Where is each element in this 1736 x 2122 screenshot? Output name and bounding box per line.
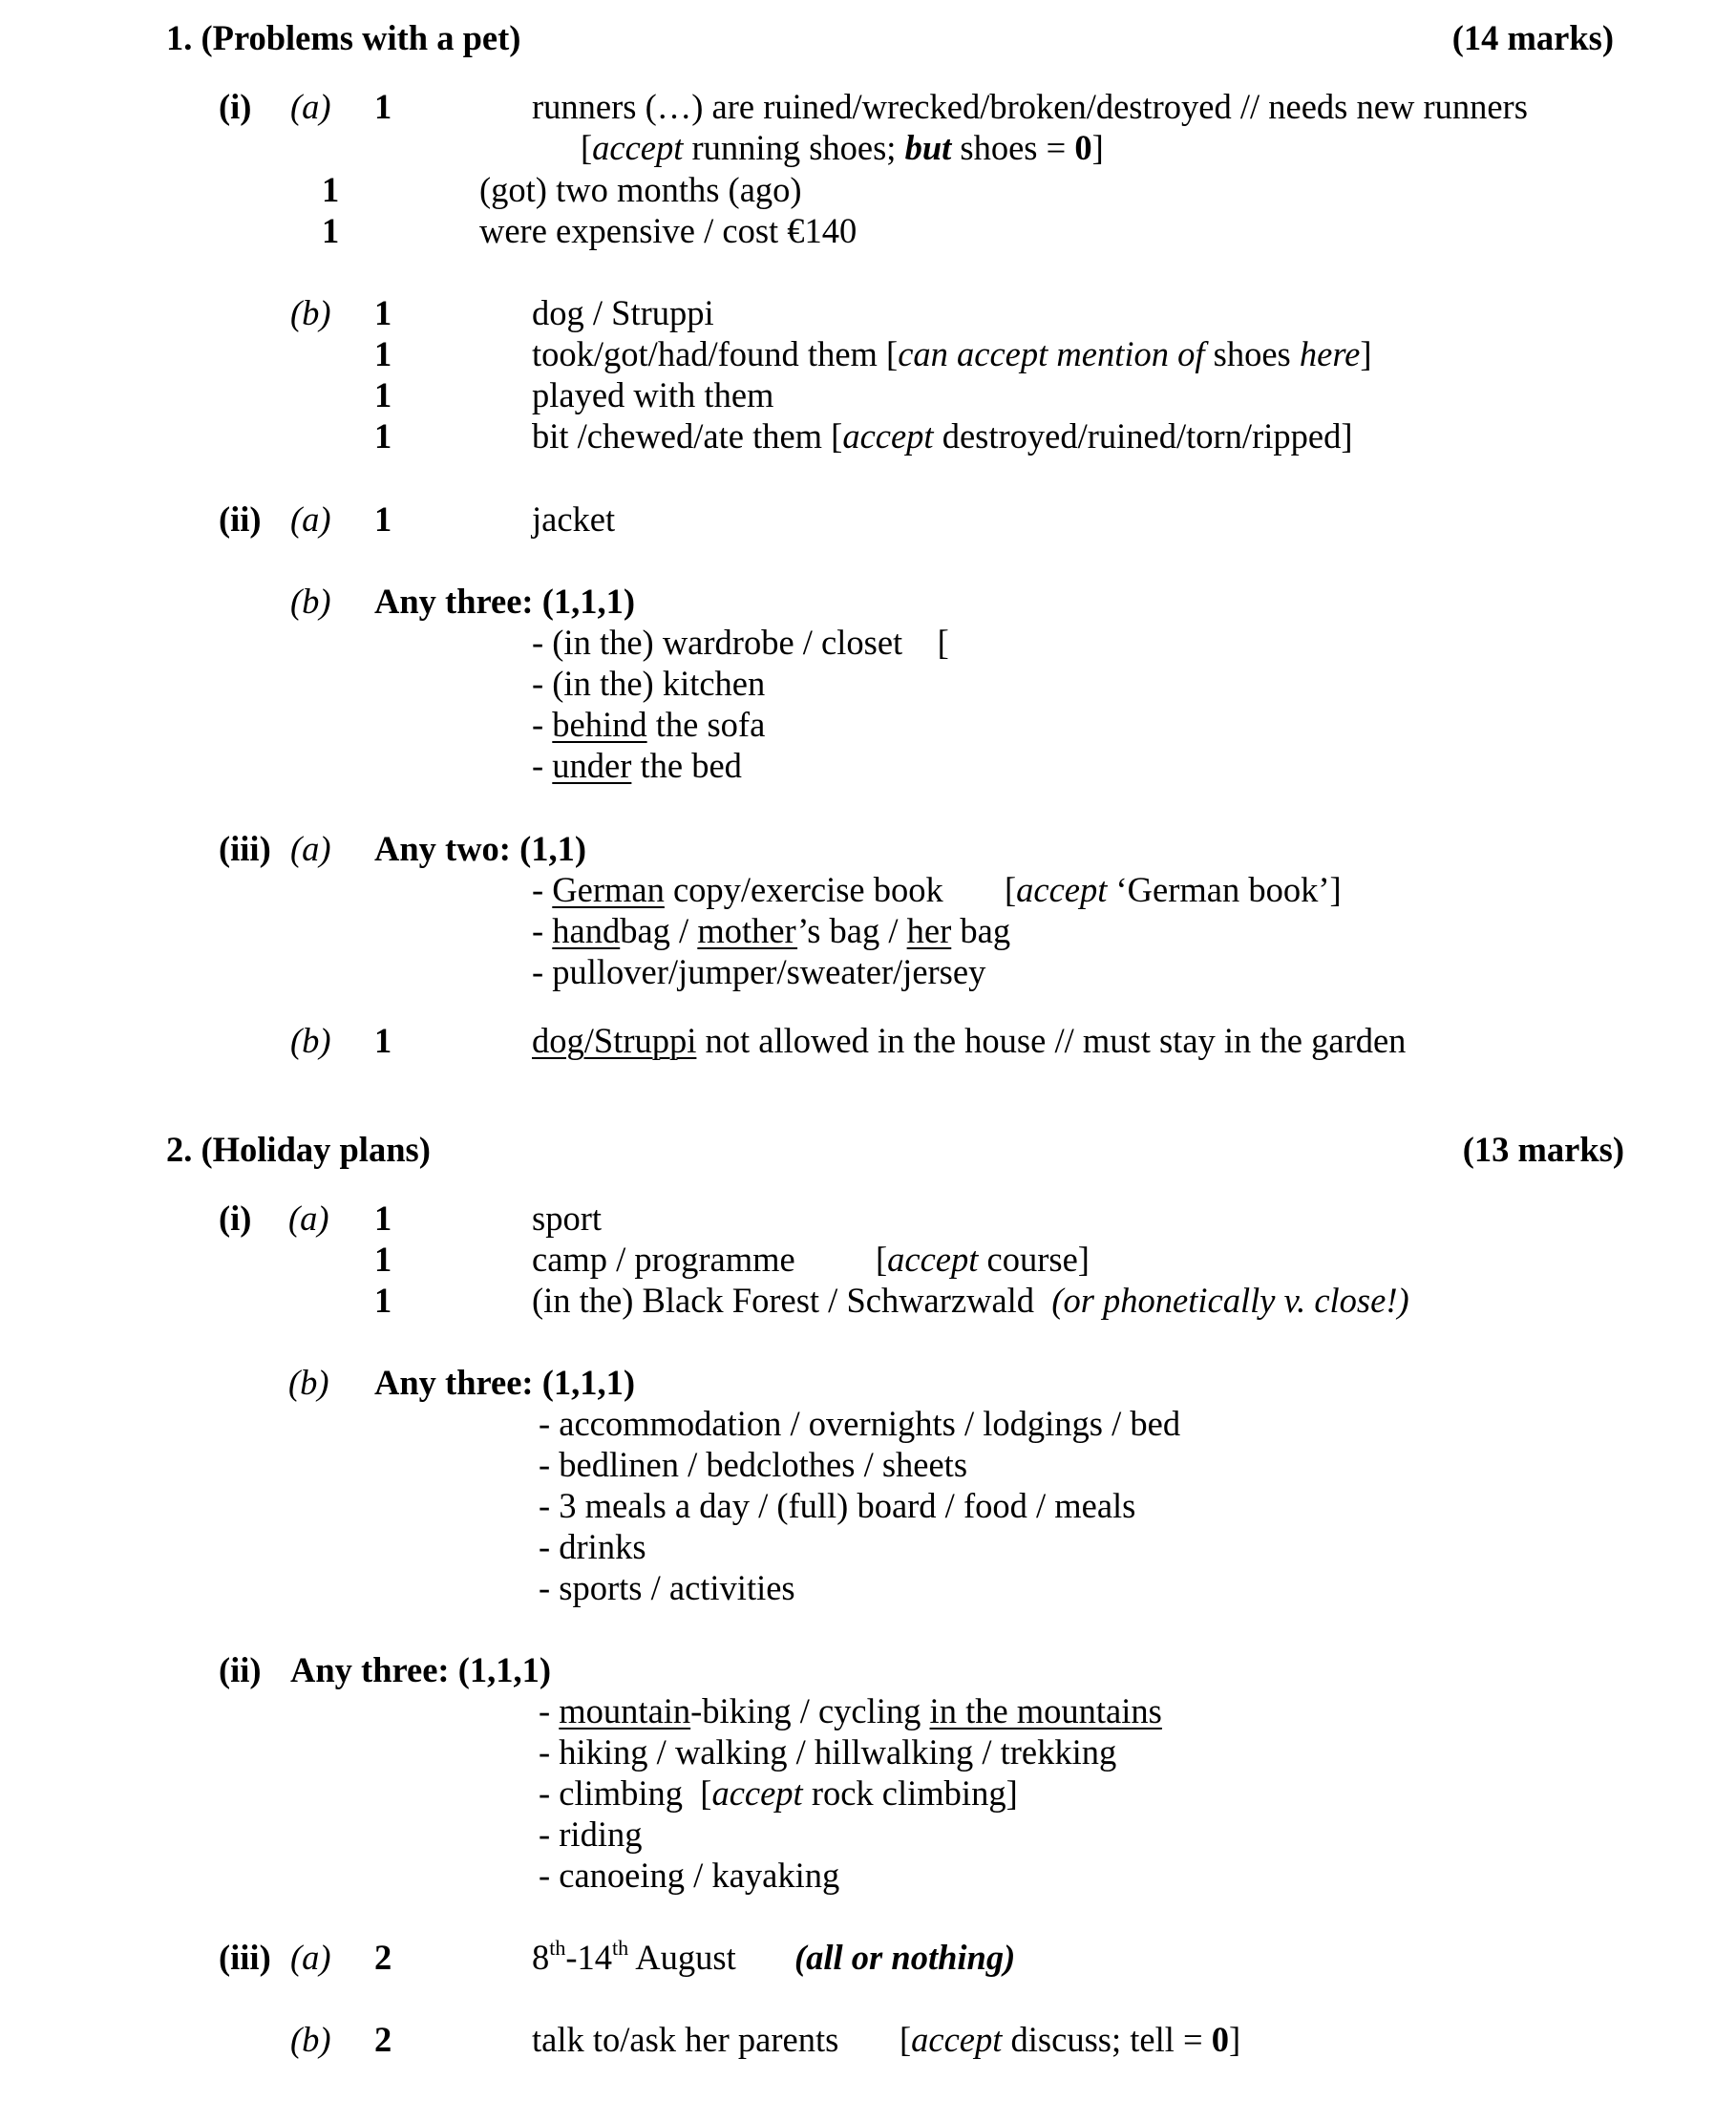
q1-iii-a-item1-note: [accept ‘German book’] [1005, 870, 1342, 909]
q1-iii-a-item3: - pullover/jumper/sweater/jersey [532, 952, 986, 991]
q1-i-a-line2: (got) two months (ago) [479, 170, 802, 209]
q2-ii-item3: - climbing [accept rock climbing] [539, 1773, 1018, 1813]
q2-i-b-any: Any three: (1,1,1) [374, 1363, 636, 1402]
q2-iii-b-mark: 2 [374, 2020, 392, 2059]
q2-iii-label: (iii) [219, 1938, 271, 1977]
q1-i-a-mark2: 1 [322, 170, 340, 209]
q1-iii-a-any: Any two: (1,1) [374, 829, 587, 868]
q1-ii-b-item4: - under the bed [532, 746, 742, 785]
q1-i-label: (i) [219, 87, 252, 126]
q1-iii-a-item2: - handbag / mother’s bag / her bag [532, 911, 1011, 950]
q1-i-a-line3: were expensive / cost €140 [479, 211, 857, 250]
q1-i-a-mark1: 1 [374, 87, 392, 126]
q1-ii-b-any: Any three: (1,1,1) [374, 582, 636, 621]
q2-i-b-item: - accommodation / overnights / lodgings / bed [539, 1404, 1181, 1443]
q1-ii-b-item1: - (in the) wardrobe / closet [ [532, 623, 949, 662]
q1-i-a-note: [accept running shoes; but shoes = 0] [581, 128, 1104, 167]
q2-i-a-mark: 1 [374, 1199, 392, 1238]
q1-ii-b-item3: - behind the sofa [532, 705, 766, 744]
q2-iii-b-text: talk to/ask her parents [532, 2020, 839, 2059]
q1-iii-b-text: dog/Struppi not allowed in the house // must stay in the garden [532, 1021, 1407, 1060]
q2-iii-a-mark: 2 [374, 1938, 392, 1977]
q1-iii-a-item1: - German copy/exercise book [532, 870, 943, 909]
q2-i-b-item: - sports / activities [539, 1568, 795, 1607]
q2-i-a-mark: 1 [374, 1281, 392, 1320]
q1-i-b-mark: 1 [374, 334, 392, 373]
q1-ii-b-item2: - (in the) kitchen [532, 664, 766, 703]
q2-i-a-line2: camp / programme [532, 1240, 795, 1279]
q1-i-b-mark: 1 [374, 416, 392, 456]
q1-i-a-mark3: 1 [322, 211, 340, 250]
q1-ii-a-text: jacket [532, 499, 616, 539]
q1-marks: (14 marks) [1451, 18, 1614, 57]
q1-iii-b-mark: 1 [374, 1021, 392, 1060]
q2-i-a-line3: (in the) Black Forest / Schwarzwald (or phonetically v. close!) [532, 1281, 1409, 1320]
q1-i-b-line3: played with them [532, 375, 774, 414]
q2-iii-b-label: (b) [290, 2020, 331, 2059]
q2-ii-label: (ii) [219, 1650, 262, 1689]
q1-iii-label: (iii) [219, 829, 271, 868]
q2-heading: 2. (Holiday plans) [166, 1130, 431, 1169]
q1-ii-a-mark: 1 [374, 499, 392, 539]
q1-ii-a-label: (a) [290, 499, 331, 539]
q1-iii-a-label: (a) [290, 829, 331, 868]
q2-marks: (13 marks) [1462, 1130, 1624, 1169]
q1-i-b-label: (b) [290, 293, 331, 332]
q1-i-b-line4: bit /chewed/ate them [accept destroyed/ruined/torn/ripped] [532, 416, 1353, 456]
q2-iii-a-note: (all or nothing) [794, 1938, 1016, 1977]
q1-i-b-mark: 1 [374, 293, 392, 332]
q1-heading: 1. (Problems with a pet) [166, 18, 521, 57]
q2-i-a-mark: 1 [374, 1240, 392, 1279]
q2-i-a-line2-note: [accept course] [876, 1240, 1090, 1279]
q2-iii-a-dates: 8th-14th August [532, 1936, 736, 1977]
q2-ii-any: Any three: (1,1,1) [290, 1650, 552, 1689]
q2-i-a-label: (a) [288, 1199, 329, 1238]
q2-ii-item5: - canoeing / kayaking [539, 1856, 840, 1895]
q2-ii-item4: - riding [539, 1814, 643, 1854]
q1-i-b-mark: 1 [374, 375, 392, 414]
q1-i-b-line2: took/got/had/found them [can accept mention of shoes here] [532, 334, 1372, 373]
q2-i-b-item: - bedlinen / bedclothes / sheets [539, 1445, 968, 1484]
q2-ii-item2: - hiking / walking / hillwalking / trekking [539, 1732, 1117, 1772]
q2-i-b-item: - drinks [539, 1527, 646, 1566]
q1-i-b-line1: dog / Struppi [532, 293, 714, 332]
q1-i-a-label: (a) [290, 87, 331, 126]
q2-i-b-item: - 3 meals a day / (full) board / food / meals [539, 1486, 1136, 1525]
q1-ii-b-label: (b) [290, 582, 331, 621]
q2-i-b-label: (b) [288, 1363, 329, 1402]
q2-i-label: (i) [219, 1199, 252, 1238]
q2-i-a-line1: sport [532, 1199, 602, 1238]
q1-i-a-line1: runners (…) are ruined/wrecked/broken/destroyed // needs new runners [532, 87, 1528, 126]
q1-ii-label: (ii) [219, 499, 262, 539]
q2-ii-item1: - mountain-biking / cycling in the mountains [539, 1691, 1162, 1730]
q2-iii-a-label: (a) [290, 1938, 331, 1977]
q2-iii-b-note: [accept discuss; tell = 0] [900, 2020, 1241, 2059]
q1-iii-b-label: (b) [290, 1021, 331, 1060]
